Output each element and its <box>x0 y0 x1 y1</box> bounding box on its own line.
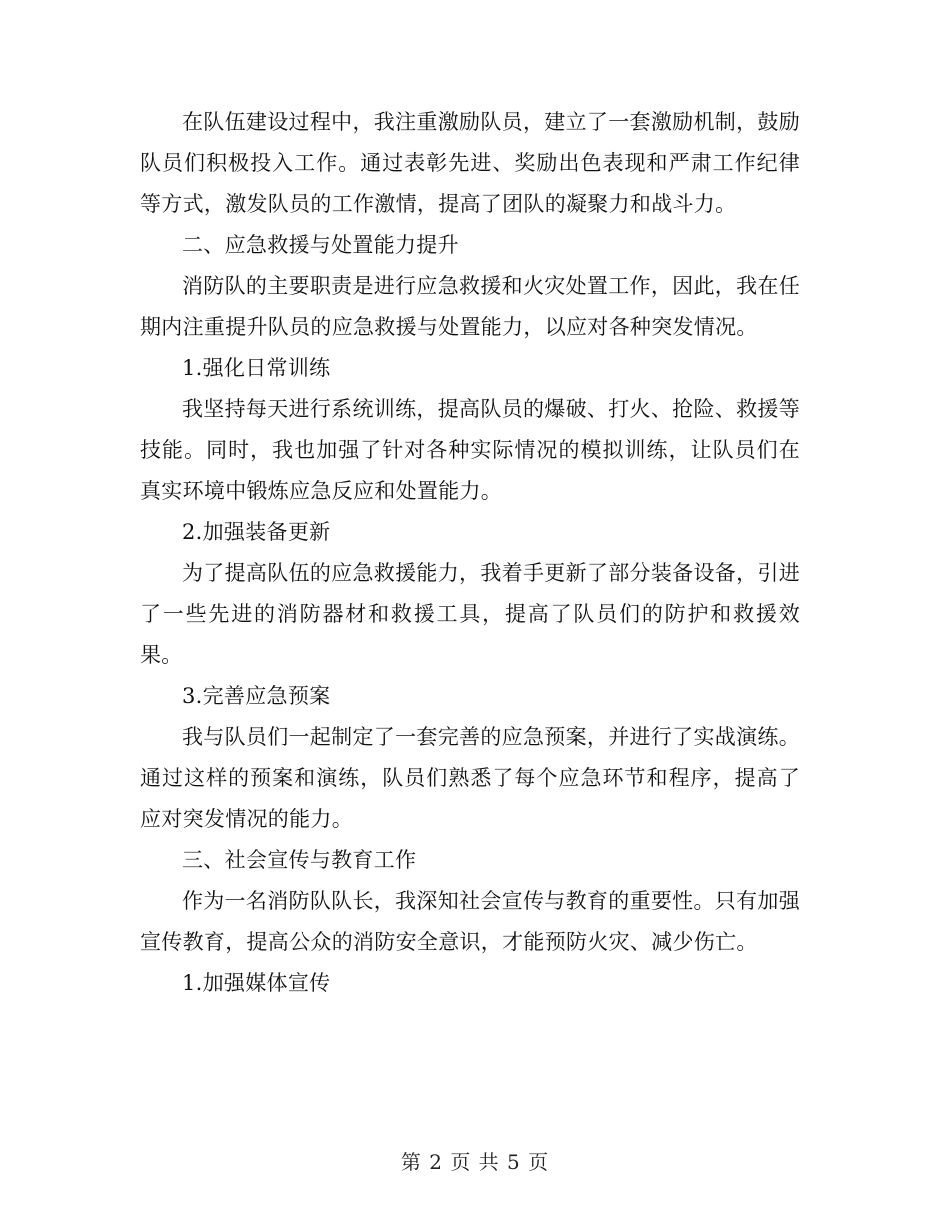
paragraph-rescue-duties: 消防队的主要职责是进行应急救援和火灾处置工作，因此，我在任期内注重提升队员的应急救援与处置能力，以应对各种突发情况。 <box>140 274 800 339</box>
subheading-media-publicity: 1.加强媒体宣传 <box>182 971 331 995</box>
paragraph-daily-training: 我坚持每天进行系统训练，提高队员的爆破、打火、抢险、救援等技能。同时，我也加强了针对各种实际情况的模拟训练，让队员们在真实环境中锻炼应急反应和处置能力。 <box>140 397 800 503</box>
page-number-footer: 第 2 页 共 5 页 <box>400 1150 550 1174</box>
subheading-equipment-update: 2.加强装备更新 <box>182 520 331 544</box>
paragraph-team-incentives: 在队伍建设过程中，我注重激励队员，建立了一套激励机制，鼓励队员们积极投入工作。通过表彰先进、奖励出色表现和严肃工作纪律等方式，激发队员的工作激情，提高了团队的凝聚力和战斗力。 <box>140 110 800 216</box>
section-heading-emergency-rescue: 二、应急救援与处置能力提升 <box>182 233 459 257</box>
document-body <box>140 102 800 1004</box>
paragraph-emergency-plan: 我与队员们一起制定了一套完善的应急预案，并进行了实战演练。通过这样的预案和演练，队员们熟悉了每个应急环节和程序，提高了应对突发情况的能力。 <box>140 725 800 831</box>
subheading-emergency-plan: 3.完善应急预案 <box>182 684 331 708</box>
subheading-daily-training: 1.强化日常训练 <box>182 356 331 380</box>
paragraph-public-education: 作为一名消防队队长，我深知社会宣传与教育的重要性。只有加强宣传教育，提高公众的消防安全意识，才能预防火灾、减少伤亡。 <box>140 889 800 954</box>
paragraph-equipment-update: 为了提高队伍的应急救援能力，我着手更新了部分装备设备，引进了一些先进的消防器材和救援工具，提高了队员们的防护和救援效果。 <box>140 561 800 667</box>
section-heading-public-education: 三、社会宣传与教育工作 <box>182 848 417 872</box>
